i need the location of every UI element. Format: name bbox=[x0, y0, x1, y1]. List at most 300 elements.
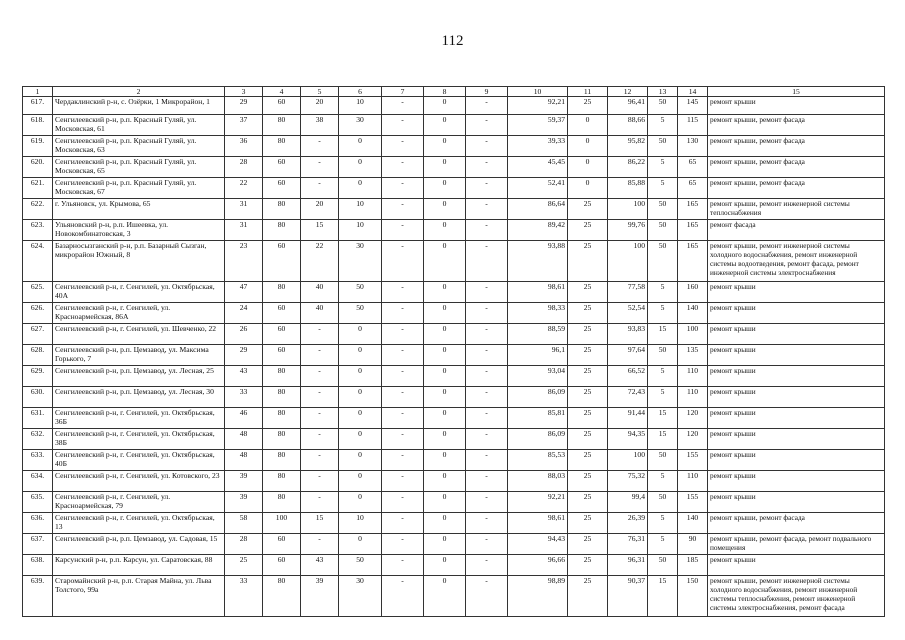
col12-cell: 91,44 bbox=[608, 408, 648, 429]
col12-cell: 26,39 bbox=[608, 513, 648, 534]
col4-cell: 60 bbox=[263, 178, 301, 199]
works-cell: ремонт крыши bbox=[708, 97, 885, 115]
col13-cell: 15 bbox=[648, 324, 678, 345]
num-cell: 624. bbox=[23, 241, 53, 282]
column-header-4: 4 bbox=[263, 87, 301, 97]
column-header-5: 5 bbox=[301, 87, 339, 97]
num-cell: 620. bbox=[23, 157, 53, 178]
col13-cell: 50 bbox=[648, 345, 678, 366]
num-cell: 638. bbox=[23, 555, 53, 576]
col10-cell: 89,42 bbox=[508, 220, 568, 241]
col9-cell: - bbox=[466, 408, 508, 429]
col3-cell: 33 bbox=[225, 576, 263, 617]
col4-cell: 60 bbox=[263, 157, 301, 178]
table-row bbox=[23, 387, 885, 408]
col3-cell: 33 bbox=[225, 387, 263, 408]
address-cell: г. Ульяновск, ул. Крымова, 65 bbox=[53, 199, 225, 220]
col13-cell: 5 bbox=[648, 115, 678, 136]
col14-cell: 110 bbox=[678, 387, 708, 408]
page-number: 112 bbox=[441, 33, 464, 49]
column-header-1: 1 bbox=[23, 87, 53, 97]
works-cell: ремонт крыши, ремонт инженерной системы холодного водоснабжения, ремонт инженерной системы теплоснабжения, ремонт инженерной системы электроснабжения, ремонт фасада bbox=[708, 576, 885, 617]
col5-cell: - bbox=[301, 471, 339, 492]
col4-cell: 60 bbox=[263, 241, 301, 282]
col4-cell: 80 bbox=[263, 471, 301, 492]
col11-cell: 25 bbox=[568, 450, 608, 471]
works-cell: ремонт крыши, ремонт фасада, ремонт подвального помещения bbox=[708, 534, 885, 555]
works-cell: ремонт крыши bbox=[708, 345, 885, 366]
col11-cell: 25 bbox=[568, 366, 608, 387]
num-cell: 619. bbox=[23, 136, 53, 157]
col6-cell: 0 bbox=[339, 387, 382, 408]
num-cell: 617. bbox=[23, 97, 53, 115]
col6-cell: 0 bbox=[339, 178, 382, 199]
address-cell: Сенгилеевский р-н, г. Сенгилей, ул. Красноармейская, 79 bbox=[53, 492, 225, 513]
col6-cell: 50 bbox=[339, 282, 382, 303]
col8-cell: 0 bbox=[424, 429, 466, 450]
col12-cell: 94,35 bbox=[608, 429, 648, 450]
col10-cell: 92,21 bbox=[508, 492, 568, 513]
address-cell: Сенгилеевский р-н, г. Сенгилей, ул. Красноармейская, 86А bbox=[53, 303, 225, 324]
col4-cell: 80 bbox=[263, 576, 301, 617]
col7-cell: - bbox=[382, 282, 424, 303]
col10-cell: 92,21 bbox=[508, 97, 568, 115]
col8-cell: 0 bbox=[424, 157, 466, 178]
works-cell: ремонт фасада bbox=[708, 220, 885, 241]
col9-cell: - bbox=[466, 555, 508, 576]
column-header-15: 15 bbox=[708, 87, 885, 97]
col3-cell: 58 bbox=[225, 513, 263, 534]
col8-cell: 0 bbox=[424, 324, 466, 345]
column-header-3: 3 bbox=[225, 87, 263, 97]
col10-cell: 96,1 bbox=[508, 345, 568, 366]
col6-cell: 0 bbox=[339, 534, 382, 555]
col13-cell: 50 bbox=[648, 220, 678, 241]
col14-cell: 65 bbox=[678, 157, 708, 178]
col10-cell: 85,53 bbox=[508, 450, 568, 471]
num-cell: 623. bbox=[23, 220, 53, 241]
col12-cell: 100 bbox=[608, 199, 648, 220]
col6-cell: 0 bbox=[339, 157, 382, 178]
num-cell: 625. bbox=[23, 282, 53, 303]
col12-cell: 90,37 bbox=[608, 576, 648, 617]
col4-cell: 80 bbox=[263, 199, 301, 220]
col3-cell: 39 bbox=[225, 492, 263, 513]
num-cell: 621. bbox=[23, 178, 53, 199]
col8-cell: 0 bbox=[424, 345, 466, 366]
col10-cell: 98,89 bbox=[508, 576, 568, 617]
col10-cell: 86,09 bbox=[508, 387, 568, 408]
col7-cell: - bbox=[382, 534, 424, 555]
col13-cell: 15 bbox=[648, 576, 678, 617]
col3-cell: 24 bbox=[225, 303, 263, 324]
col12-cell: 76,31 bbox=[608, 534, 648, 555]
col3-cell: 36 bbox=[225, 136, 263, 157]
col3-cell: 26 bbox=[225, 324, 263, 345]
works-cell: ремонт крыши bbox=[708, 492, 885, 513]
column-header-7: 7 bbox=[382, 87, 424, 97]
col4-cell: 60 bbox=[263, 324, 301, 345]
column-header-12: 12 bbox=[608, 87, 648, 97]
column-header-13: 13 bbox=[648, 87, 678, 97]
col14-cell: 90 bbox=[678, 534, 708, 555]
num-cell: 632. bbox=[23, 429, 53, 450]
col11-cell: 25 bbox=[568, 303, 608, 324]
col14-cell: 150 bbox=[678, 576, 708, 617]
col7-cell: - bbox=[382, 492, 424, 513]
works-cell: ремонт крыши, ремонт фасада bbox=[708, 115, 885, 136]
col13-cell: 50 bbox=[648, 199, 678, 220]
col12-cell: 66,52 bbox=[608, 366, 648, 387]
col6-cell: 30 bbox=[339, 115, 382, 136]
col11-cell: 0 bbox=[568, 136, 608, 157]
col10-cell: 85,81 bbox=[508, 408, 568, 429]
col9-cell: - bbox=[466, 324, 508, 345]
col4-cell: 80 bbox=[263, 136, 301, 157]
col11-cell: 0 bbox=[568, 178, 608, 199]
col5-cell: - bbox=[301, 157, 339, 178]
col14-cell: 100 bbox=[678, 324, 708, 345]
col4-cell: 60 bbox=[263, 555, 301, 576]
col7-cell: - bbox=[382, 303, 424, 324]
col7-cell: - bbox=[382, 220, 424, 241]
col8-cell: 0 bbox=[424, 241, 466, 282]
table-row bbox=[23, 97, 885, 115]
col3-cell: 22 bbox=[225, 178, 263, 199]
works-cell: ремонт крыши, ремонт фасада bbox=[708, 513, 885, 534]
col6-cell: 50 bbox=[339, 555, 382, 576]
col11-cell: 25 bbox=[568, 534, 608, 555]
col7-cell: - bbox=[382, 324, 424, 345]
col12-cell: 88,66 bbox=[608, 115, 648, 136]
num-cell: 639. bbox=[23, 576, 53, 617]
col14-cell: 155 bbox=[678, 492, 708, 513]
table-row bbox=[23, 324, 885, 345]
col3-cell: 29 bbox=[225, 97, 263, 115]
col5-cell: 20 bbox=[301, 199, 339, 220]
col13-cell: 5 bbox=[648, 366, 678, 387]
address-cell: Ульяновский р-н, р.п. Ишеевка, ул. Новокомбинатовская, 3 bbox=[53, 220, 225, 241]
col4-cell: 80 bbox=[263, 115, 301, 136]
col7-cell: - bbox=[382, 513, 424, 534]
col8-cell: 0 bbox=[424, 576, 466, 617]
works-cell: ремонт крыши bbox=[708, 303, 885, 324]
col11-cell: 25 bbox=[568, 241, 608, 282]
col7-cell: - bbox=[382, 115, 424, 136]
col3-cell: 29 bbox=[225, 345, 263, 366]
address-cell: Сенгилеевский р-н, г. Сенгилей, ул. Октябрьская, 36Б bbox=[53, 408, 225, 429]
col8-cell: 0 bbox=[424, 136, 466, 157]
col9-cell: - bbox=[466, 178, 508, 199]
col14-cell: 140 bbox=[678, 303, 708, 324]
col14-cell: 160 bbox=[678, 282, 708, 303]
table-row bbox=[23, 157, 885, 178]
col13-cell: 50 bbox=[648, 136, 678, 157]
col12-cell: 52,54 bbox=[608, 303, 648, 324]
col6-cell: 10 bbox=[339, 199, 382, 220]
col11-cell: 25 bbox=[568, 387, 608, 408]
works-cell: ремонт крыши bbox=[708, 429, 885, 450]
col6-cell: 30 bbox=[339, 576, 382, 617]
column-header-10: 10 bbox=[508, 87, 568, 97]
col9-cell: - bbox=[466, 576, 508, 617]
col6-cell: 0 bbox=[339, 345, 382, 366]
col10-cell: 93,04 bbox=[508, 366, 568, 387]
table-row bbox=[23, 408, 885, 429]
col6-cell: 30 bbox=[339, 241, 382, 282]
col6-cell: 0 bbox=[339, 324, 382, 345]
table-row bbox=[23, 471, 885, 492]
num-cell: 618. bbox=[23, 115, 53, 136]
table-row bbox=[23, 534, 885, 555]
num-cell: 622. bbox=[23, 199, 53, 220]
col6-cell: 0 bbox=[339, 366, 382, 387]
col10-cell: 86,64 bbox=[508, 199, 568, 220]
works-cell: ремонт крыши, ремонт фасада bbox=[708, 178, 885, 199]
num-cell: 634. bbox=[23, 471, 53, 492]
table-row bbox=[23, 576, 885, 617]
col6-cell: 0 bbox=[339, 408, 382, 429]
col13-cell: 50 bbox=[648, 97, 678, 115]
col10-cell: 94,43 bbox=[508, 534, 568, 555]
num-cell: 628. bbox=[23, 345, 53, 366]
col6-cell: 0 bbox=[339, 450, 382, 471]
works-cell: ремонт крыши bbox=[708, 387, 885, 408]
col5-cell: 20 bbox=[301, 97, 339, 115]
col13-cell: 5 bbox=[648, 282, 678, 303]
col7-cell: - bbox=[382, 450, 424, 471]
col11-cell: 25 bbox=[568, 576, 608, 617]
address-cell: Сенгилеевский р-н, г. Сенгилей, ул. Октябрьская, 13 bbox=[53, 513, 225, 534]
col5-cell: 40 bbox=[301, 282, 339, 303]
works-cell: ремонт крыши, ремонт фасада bbox=[708, 157, 885, 178]
col13-cell: 50 bbox=[648, 450, 678, 471]
num-cell: 635. bbox=[23, 492, 53, 513]
col12-cell: 77,58 bbox=[608, 282, 648, 303]
col8-cell: 0 bbox=[424, 282, 466, 303]
table-body bbox=[23, 97, 885, 617]
col11-cell: 25 bbox=[568, 555, 608, 576]
table-row bbox=[23, 513, 885, 534]
col9-cell: - bbox=[466, 282, 508, 303]
table-row bbox=[23, 178, 885, 199]
address-cell: Сенгилеевский р-н, г. Сенгилей, ул. Шевченко, 22 bbox=[53, 324, 225, 345]
col3-cell: 23 bbox=[225, 241, 263, 282]
num-cell: 626. bbox=[23, 303, 53, 324]
num-cell: 631. bbox=[23, 408, 53, 429]
col13-cell: 5 bbox=[648, 471, 678, 492]
col4-cell: 80 bbox=[263, 492, 301, 513]
col7-cell: - bbox=[382, 387, 424, 408]
col8-cell: 0 bbox=[424, 178, 466, 199]
col13-cell: 5 bbox=[648, 178, 678, 199]
col13-cell: 15 bbox=[648, 429, 678, 450]
col12-cell: 95,82 bbox=[608, 136, 648, 157]
address-cell: Сенгилеевский р-н, г. Сенгилей, ул. Котовского, 23 bbox=[53, 471, 225, 492]
col9-cell: - bbox=[466, 429, 508, 450]
col3-cell: 47 bbox=[225, 282, 263, 303]
col14-cell: 120 bbox=[678, 429, 708, 450]
table-row bbox=[23, 199, 885, 220]
col6-cell: 0 bbox=[339, 471, 382, 492]
works-cell: ремонт крыши, ремонт инженерной системы холодного водоснабжения, ремонт инженерной системы водоотведения, ремонт фасада, ремонт инженерной системы электроснабжения bbox=[708, 241, 885, 282]
col14-cell: 130 bbox=[678, 136, 708, 157]
col4-cell: 80 bbox=[263, 282, 301, 303]
col4-cell: 80 bbox=[263, 450, 301, 471]
table-row bbox=[23, 303, 885, 324]
col10-cell: 98,61 bbox=[508, 282, 568, 303]
col12-cell: 86,22 bbox=[608, 157, 648, 178]
col13-cell: 5 bbox=[648, 157, 678, 178]
col8-cell: 0 bbox=[424, 513, 466, 534]
col9-cell: - bbox=[466, 115, 508, 136]
col6-cell: 0 bbox=[339, 429, 382, 450]
col4-cell: 60 bbox=[263, 534, 301, 555]
table-row bbox=[23, 366, 885, 387]
col11-cell: 25 bbox=[568, 324, 608, 345]
col5-cell: 39 bbox=[301, 576, 339, 617]
col3-cell: 28 bbox=[225, 157, 263, 178]
col14-cell: 115 bbox=[678, 115, 708, 136]
col14-cell: 65 bbox=[678, 178, 708, 199]
col4-cell: 80 bbox=[263, 429, 301, 450]
col8-cell: 0 bbox=[424, 408, 466, 429]
col5-cell: 43 bbox=[301, 555, 339, 576]
col10-cell: 59,37 bbox=[508, 115, 568, 136]
col5-cell: 15 bbox=[301, 220, 339, 241]
col14-cell: 145 bbox=[678, 97, 708, 115]
col14-cell: 110 bbox=[678, 366, 708, 387]
col4-cell: 80 bbox=[263, 220, 301, 241]
col8-cell: 0 bbox=[424, 220, 466, 241]
col7-cell: - bbox=[382, 408, 424, 429]
column-header-6: 6 bbox=[339, 87, 382, 97]
col3-cell: 43 bbox=[225, 366, 263, 387]
col7-cell: - bbox=[382, 429, 424, 450]
address-cell: Сенгилеевский р-н, р.п. Цемзавод, ул. Садовая, 15 bbox=[53, 534, 225, 555]
col11-cell: 25 bbox=[568, 282, 608, 303]
col12-cell: 100 bbox=[608, 450, 648, 471]
col14-cell: 165 bbox=[678, 241, 708, 282]
col3-cell: 39 bbox=[225, 471, 263, 492]
works-cell: ремонт крыши bbox=[708, 282, 885, 303]
column-header-11: 11 bbox=[568, 87, 608, 97]
address-cell: Сенгилеевский р-н, р.п. Красный Гуляй, ул. Московская, 67 bbox=[53, 178, 225, 199]
table-row bbox=[23, 345, 885, 366]
col12-cell: 99,4 bbox=[608, 492, 648, 513]
num-cell: 636. bbox=[23, 513, 53, 534]
table-row bbox=[23, 241, 885, 282]
address-cell: Карсунский р-н, р.п. Карсун, ул. Саратовская, 88 bbox=[53, 555, 225, 576]
col7-cell: - bbox=[382, 576, 424, 617]
works-cell: ремонт крыши bbox=[708, 366, 885, 387]
works-cell: ремонт крыши bbox=[708, 324, 885, 345]
col10-cell: 86,09 bbox=[508, 429, 568, 450]
col13-cell: 5 bbox=[648, 513, 678, 534]
col6-cell: 10 bbox=[339, 97, 382, 115]
col9-cell: - bbox=[466, 471, 508, 492]
col10-cell: 93,88 bbox=[508, 241, 568, 282]
col5-cell: - bbox=[301, 366, 339, 387]
col13-cell: 50 bbox=[648, 492, 678, 513]
address-cell: Сенгилеевский р-н, р.п. Цемзавод, ул. Лесная, 30 bbox=[53, 387, 225, 408]
address-cell: Сенгилеевский р-н, р.п. Красный Гуляй, ул. Московская, 63 bbox=[53, 136, 225, 157]
col6-cell: 10 bbox=[339, 220, 382, 241]
col8-cell: 0 bbox=[424, 115, 466, 136]
col14-cell: 120 bbox=[678, 408, 708, 429]
col12-cell: 93,83 bbox=[608, 324, 648, 345]
col11-cell: 25 bbox=[568, 492, 608, 513]
col10-cell: 98,61 bbox=[508, 513, 568, 534]
col11-cell: 25 bbox=[568, 199, 608, 220]
col14-cell: 140 bbox=[678, 513, 708, 534]
col6-cell: 0 bbox=[339, 136, 382, 157]
col13-cell: 5 bbox=[648, 303, 678, 324]
col8-cell: 0 bbox=[424, 303, 466, 324]
col14-cell: 165 bbox=[678, 220, 708, 241]
address-cell: Базарносызганский р-н, р.п. Базарный Сызган, микрорайон Южный, 8 bbox=[53, 241, 225, 282]
col5-cell: 40 bbox=[301, 303, 339, 324]
table-row bbox=[23, 220, 885, 241]
col12-cell: 96,41 bbox=[608, 97, 648, 115]
col9-cell: - bbox=[466, 366, 508, 387]
col9-cell: - bbox=[466, 136, 508, 157]
col7-cell: - bbox=[382, 345, 424, 366]
col13-cell: 50 bbox=[648, 241, 678, 282]
col11-cell: 25 bbox=[568, 471, 608, 492]
col8-cell: 0 bbox=[424, 387, 466, 408]
col6-cell: 10 bbox=[339, 513, 382, 534]
col11-cell: 25 bbox=[568, 97, 608, 115]
col5-cell: - bbox=[301, 387, 339, 408]
works-cell: ремонт крыши bbox=[708, 450, 885, 471]
col8-cell: 0 bbox=[424, 366, 466, 387]
col12-cell: 85,88 bbox=[608, 178, 648, 199]
table-row bbox=[23, 115, 885, 136]
col3-cell: 31 bbox=[225, 220, 263, 241]
col14-cell: 110 bbox=[678, 471, 708, 492]
col5-cell: - bbox=[301, 136, 339, 157]
col4-cell: 80 bbox=[263, 387, 301, 408]
col7-cell: - bbox=[382, 366, 424, 387]
col3-cell: 37 bbox=[225, 115, 263, 136]
col10-cell: 88,03 bbox=[508, 471, 568, 492]
col11-cell: 25 bbox=[568, 429, 608, 450]
col9-cell: - bbox=[466, 513, 508, 534]
address-cell: Сенгилеевский р-н, р.п. Красный Гуляй, ул. Московская, 65 bbox=[53, 157, 225, 178]
col7-cell: - bbox=[382, 97, 424, 115]
col9-cell: - bbox=[466, 387, 508, 408]
column-header-9: 9 bbox=[466, 87, 508, 97]
column-header-8: 8 bbox=[424, 87, 466, 97]
col3-cell: 25 bbox=[225, 555, 263, 576]
table-row bbox=[23, 282, 885, 303]
col7-cell: - bbox=[382, 555, 424, 576]
num-cell: 633. bbox=[23, 450, 53, 471]
works-cell: ремонт крыши, ремонт фасада bbox=[708, 136, 885, 157]
col3-cell: 48 bbox=[225, 429, 263, 450]
col4-cell: 60 bbox=[263, 345, 301, 366]
col14-cell: 165 bbox=[678, 199, 708, 220]
col6-cell: 50 bbox=[339, 303, 382, 324]
col10-cell: 39,33 bbox=[508, 136, 568, 157]
col8-cell: 0 bbox=[424, 471, 466, 492]
col4-cell: 80 bbox=[263, 366, 301, 387]
col9-cell: - bbox=[466, 199, 508, 220]
col3-cell: 28 bbox=[225, 534, 263, 555]
col9-cell: - bbox=[466, 303, 508, 324]
col7-cell: - bbox=[382, 157, 424, 178]
